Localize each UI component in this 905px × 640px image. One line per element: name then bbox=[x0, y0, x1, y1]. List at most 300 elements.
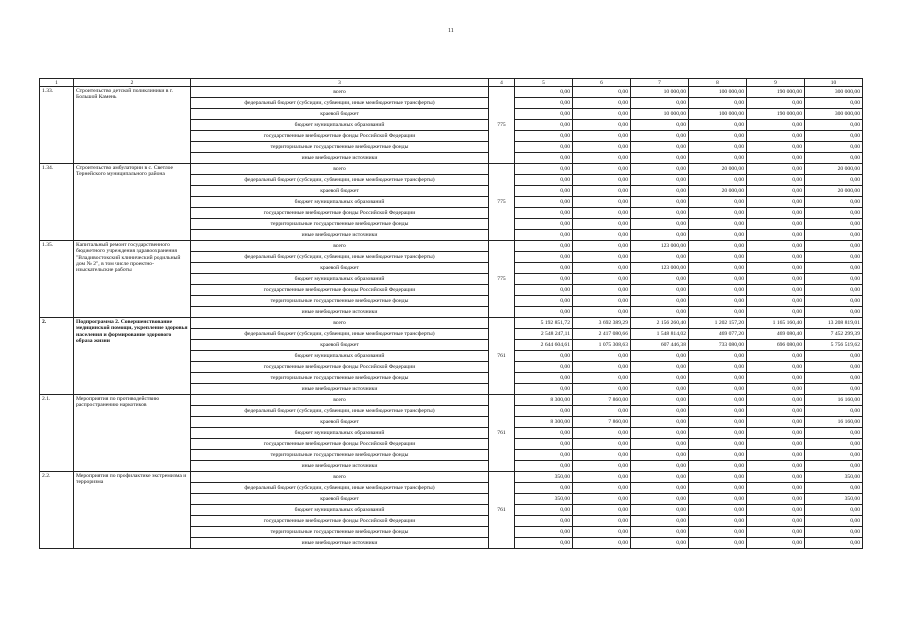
measure-name: Мероприятия по противодействию распространению наркотиков bbox=[74, 395, 191, 472]
amount-cell: 0,00 bbox=[515, 307, 573, 318]
amount-cell: 0,00 bbox=[689, 362, 747, 373]
amount-cell: 0,00 bbox=[689, 263, 747, 274]
amount-cell: 0,00 bbox=[747, 241, 805, 252]
amount-cell: 5 192 851,72 bbox=[515, 318, 573, 329]
amount-cell: 0,00 bbox=[515, 142, 573, 153]
amount-cell: 0,00 bbox=[515, 98, 573, 109]
funding-source: федеральный бюджет (субсидии, субвенции, иные межбюджетные трансферты) bbox=[191, 175, 489, 186]
amount-cell: 0,00 bbox=[515, 120, 573, 131]
amount-cell: 0,00 bbox=[805, 461, 863, 472]
amount-cell: 0,00 bbox=[631, 98, 689, 109]
amount-cell: 0,00 bbox=[573, 230, 631, 241]
amount-cell: 0,00 bbox=[805, 450, 863, 461]
amount-cell: 0,00 bbox=[689, 494, 747, 505]
row-number: 2.1. bbox=[40, 395, 74, 472]
amount-cell: 0,00 bbox=[689, 351, 747, 362]
amount-cell: 0,00 bbox=[631, 296, 689, 307]
col-header: 3 bbox=[191, 79, 489, 87]
amount-cell: 469 080,40 bbox=[747, 329, 805, 340]
table-row bbox=[40, 164, 863, 175]
amount-cell: 0,00 bbox=[747, 450, 805, 461]
amount-cell: 0,00 bbox=[515, 406, 573, 417]
col-header: 2 bbox=[74, 79, 191, 87]
funding-source: всего bbox=[191, 318, 489, 329]
col-header: 1 bbox=[40, 79, 74, 87]
funding-source: государственные внебюджетные фонды Российской Федерации bbox=[191, 516, 489, 527]
col-header: 4 bbox=[489, 79, 515, 87]
funding-source: государственные внебюджетные фонды Российской Федерации bbox=[191, 131, 489, 142]
amount-cell: 0,00 bbox=[747, 131, 805, 142]
amount-cell: 0,00 bbox=[805, 527, 863, 538]
amount-cell: 0,00 bbox=[747, 395, 805, 406]
amount-cell: 0,00 bbox=[805, 131, 863, 142]
amount-cell: 0,00 bbox=[573, 109, 631, 120]
page-number: 11 bbox=[448, 28, 454, 34]
amount-cell: 0,00 bbox=[631, 384, 689, 395]
amount-cell: 350,00 bbox=[515, 472, 573, 483]
funding-source: федеральный бюджет (субсидии, субвенции, иные межбюджетные трансферты) bbox=[191, 406, 489, 417]
column-header-row bbox=[40, 79, 863, 87]
amount-cell: 0,00 bbox=[689, 483, 747, 494]
col-header: 10 bbox=[805, 79, 863, 87]
amount-cell: 2 417 080,66 bbox=[573, 329, 631, 340]
amount-cell: 0,00 bbox=[747, 208, 805, 219]
measure-name: Строительство амбулатории в с. Светлое Тернейского муниципального района bbox=[74, 164, 191, 241]
amount-cell: 0,00 bbox=[689, 120, 747, 131]
funding-source: территориальные государственные внебюджетные фонды bbox=[191, 296, 489, 307]
amount-cell: 0,00 bbox=[631, 494, 689, 505]
amount-cell: 0,00 bbox=[631, 208, 689, 219]
amount-cell: 0,00 bbox=[573, 351, 631, 362]
amount-cell: 7 452 299,39 bbox=[805, 329, 863, 340]
amount-cell: 0,00 bbox=[689, 516, 747, 527]
amount-cell: 0,00 bbox=[747, 142, 805, 153]
amount-cell: 0,00 bbox=[631, 538, 689, 549]
amount-cell: 0,00 bbox=[631, 164, 689, 175]
amount-cell: 607 446,38 bbox=[631, 340, 689, 351]
amount-cell: 0,00 bbox=[515, 428, 573, 439]
amount-cell: 0,00 bbox=[515, 219, 573, 230]
amount-cell: 0,00 bbox=[747, 406, 805, 417]
amount-cell: 0,00 bbox=[573, 142, 631, 153]
col-header: 9 bbox=[747, 79, 805, 87]
amount-cell: 0,00 bbox=[515, 263, 573, 274]
amount-cell: 469 077,20 bbox=[689, 329, 747, 340]
funding-source: иные внебюджетные источники bbox=[191, 153, 489, 164]
amount-cell: 0,00 bbox=[689, 131, 747, 142]
amount-cell: 0,00 bbox=[689, 98, 747, 109]
funding-source: иные внебюджетные источники bbox=[191, 307, 489, 318]
amount-cell: 0,00 bbox=[805, 362, 863, 373]
funding-source: иные внебюджетные источники bbox=[191, 384, 489, 395]
amount-cell: 0,00 bbox=[573, 252, 631, 263]
amount-cell: 1 075 308,63 bbox=[573, 340, 631, 351]
amount-cell: 0,00 bbox=[631, 120, 689, 131]
amount-cell: 0,00 bbox=[573, 274, 631, 285]
funding-source: краевой бюджет bbox=[191, 340, 489, 351]
amount-cell: 0,00 bbox=[631, 505, 689, 516]
amount-cell: 0,00 bbox=[747, 274, 805, 285]
budget-code: 761 bbox=[489, 318, 515, 395]
amount-cell: 0,00 bbox=[573, 472, 631, 483]
amount-cell: 0,00 bbox=[689, 142, 747, 153]
amount-cell: 0,00 bbox=[689, 241, 747, 252]
amount-cell: 0,00 bbox=[689, 296, 747, 307]
amount-cell: 0,00 bbox=[689, 197, 747, 208]
amount-cell: 10 000,00 bbox=[631, 109, 689, 120]
amount-cell: 0,00 bbox=[631, 516, 689, 527]
budget-code: 775 bbox=[489, 87, 515, 164]
amount-cell: 0,00 bbox=[805, 175, 863, 186]
amount-cell: 0,00 bbox=[747, 164, 805, 175]
amount-cell: 0,00 bbox=[805, 263, 863, 274]
amount-cell: 1 165 160,40 bbox=[747, 318, 805, 329]
row-number: 1.35. bbox=[40, 241, 74, 318]
amount-cell: 1 202 157,20 bbox=[689, 318, 747, 329]
table-row bbox=[40, 472, 863, 483]
amount-cell: 16 160,00 bbox=[805, 417, 863, 428]
funding-source: федеральный бюджет (субсидии, субвенции, иные межбюджетные трансферты) bbox=[191, 252, 489, 263]
amount-cell: 0,00 bbox=[573, 461, 631, 472]
col-header: 8 bbox=[689, 79, 747, 87]
amount-cell: 0,00 bbox=[805, 120, 863, 131]
amount-cell: 0,00 bbox=[747, 263, 805, 274]
amount-cell: 0,00 bbox=[689, 373, 747, 384]
amount-cell: 0,00 bbox=[515, 131, 573, 142]
funding-source: федеральный бюджет (субсидии, субвенции, иные межбюджетные трансферты) bbox=[191, 483, 489, 494]
amount-cell: 123 000,00 bbox=[631, 241, 689, 252]
amount-cell: 0,00 bbox=[747, 153, 805, 164]
amount-cell: 0,00 bbox=[805, 153, 863, 164]
funding-source: территориальные государственные внебюджетные фонды bbox=[191, 219, 489, 230]
funding-source: всего bbox=[191, 472, 489, 483]
amount-cell: 0,00 bbox=[689, 252, 747, 263]
amount-cell: 0,00 bbox=[805, 219, 863, 230]
amount-cell: 0,00 bbox=[631, 197, 689, 208]
amount-cell: 0,00 bbox=[573, 186, 631, 197]
amount-cell: 0,00 bbox=[515, 461, 573, 472]
amount-cell: 0,00 bbox=[747, 219, 805, 230]
amount-cell: 8 300,00 bbox=[515, 417, 573, 428]
amount-cell: 0,00 bbox=[805, 428, 863, 439]
amount-cell: 0,00 bbox=[631, 450, 689, 461]
amount-cell: 0,00 bbox=[805, 384, 863, 395]
amount-cell: 0,00 bbox=[515, 252, 573, 263]
amount-cell: 0,00 bbox=[573, 87, 631, 98]
amount-cell: 8 300,00 bbox=[515, 395, 573, 406]
amount-cell: 0,00 bbox=[747, 197, 805, 208]
amount-cell: 0,00 bbox=[747, 120, 805, 131]
amount-cell: 0,00 bbox=[747, 186, 805, 197]
amount-cell: 0,00 bbox=[631, 285, 689, 296]
table-row bbox=[40, 241, 863, 252]
budget-code: 761 bbox=[489, 395, 515, 472]
amount-cell: 0,00 bbox=[515, 87, 573, 98]
amount-cell: 2 548 247,11 bbox=[515, 329, 573, 340]
amount-cell: 0,00 bbox=[689, 208, 747, 219]
amount-cell: 0,00 bbox=[515, 175, 573, 186]
funding-source: государственные внебюджетные фонды Российской Федерации bbox=[191, 362, 489, 373]
amount-cell: 0,00 bbox=[689, 230, 747, 241]
amount-cell: 0,00 bbox=[573, 120, 631, 131]
budget-code: 775 bbox=[489, 241, 515, 318]
amount-cell: 0,00 bbox=[515, 527, 573, 538]
amount-cell: 0,00 bbox=[689, 406, 747, 417]
amount-cell: 0,00 bbox=[573, 307, 631, 318]
amount-cell: 0,00 bbox=[631, 142, 689, 153]
amount-cell: 0,00 bbox=[689, 428, 747, 439]
amount-cell: 0,00 bbox=[631, 483, 689, 494]
amount-cell: 0,00 bbox=[747, 461, 805, 472]
amount-cell: 0,00 bbox=[573, 527, 631, 538]
amount-cell: 0,00 bbox=[631, 274, 689, 285]
amount-cell: 0,00 bbox=[631, 461, 689, 472]
amount-cell: 0,00 bbox=[515, 164, 573, 175]
funding-source: бюджет муниципальных образований bbox=[191, 120, 489, 131]
amount-cell: 0,00 bbox=[689, 461, 747, 472]
amount-cell: 0,00 bbox=[805, 373, 863, 384]
funding-source: краевой бюджет bbox=[191, 109, 489, 120]
amount-cell: 0,00 bbox=[747, 307, 805, 318]
amount-cell: 0,00 bbox=[515, 351, 573, 362]
amount-cell: 0,00 bbox=[515, 505, 573, 516]
amount-cell: 0,00 bbox=[515, 483, 573, 494]
row-number: 2.2. bbox=[40, 472, 74, 549]
amount-cell: 20 000,00 bbox=[689, 164, 747, 175]
funding-source: иные внебюджетные источники bbox=[191, 230, 489, 241]
amount-cell: 0,00 bbox=[573, 384, 631, 395]
amount-cell: 0,00 bbox=[573, 131, 631, 142]
amount-cell: 0,00 bbox=[689, 505, 747, 516]
funding-source: территориальные государственные внебюджетные фонды bbox=[191, 142, 489, 153]
amount-cell: 20 000,00 bbox=[805, 186, 863, 197]
row-number: 1.33. bbox=[40, 87, 74, 164]
amount-cell: 7 860,00 bbox=[573, 417, 631, 428]
amount-cell: 0,00 bbox=[689, 395, 747, 406]
amount-cell: 0,00 bbox=[805, 516, 863, 527]
amount-cell: 0,00 bbox=[747, 351, 805, 362]
amount-cell: 0,00 bbox=[747, 296, 805, 307]
amount-cell: 0,00 bbox=[805, 142, 863, 153]
amount-cell: 0,00 bbox=[515, 296, 573, 307]
amount-cell: 0,00 bbox=[805, 241, 863, 252]
measure-name: Строительство детской поликлиники в г. Большой Камень bbox=[74, 87, 191, 164]
amount-cell: 0,00 bbox=[515, 384, 573, 395]
amount-cell: 0,00 bbox=[689, 285, 747, 296]
amount-cell: 0,00 bbox=[747, 417, 805, 428]
funding-source: территориальные государственные внебюджетные фонды bbox=[191, 373, 489, 384]
amount-cell: 0,00 bbox=[631, 527, 689, 538]
measure-name: Капитальный ремонт государственного бюджетного учреждения здравоохранения "Владивостокский клинический родильный дом № 2", в том числе проектно-изыскательские работы bbox=[74, 241, 191, 318]
amount-cell: 0,00 bbox=[747, 285, 805, 296]
amount-cell: 0,00 bbox=[747, 527, 805, 538]
amount-cell: 1 548 814,02 bbox=[631, 329, 689, 340]
amount-cell: 0,00 bbox=[631, 230, 689, 241]
amount-cell: 0,00 bbox=[805, 98, 863, 109]
amount-cell: 0,00 bbox=[805, 197, 863, 208]
amount-cell: 0,00 bbox=[747, 230, 805, 241]
amount-cell: 0,00 bbox=[689, 384, 747, 395]
funding-source: бюджет муниципальных образований bbox=[191, 351, 489, 362]
amount-cell: 0,00 bbox=[631, 439, 689, 450]
amount-cell: 0,00 bbox=[573, 153, 631, 164]
amount-cell: 0,00 bbox=[631, 307, 689, 318]
amount-cell: 0,00 bbox=[805, 483, 863, 494]
funding-source: всего bbox=[191, 87, 489, 98]
amount-cell: 0,00 bbox=[515, 274, 573, 285]
amount-cell: 696 080,00 bbox=[747, 340, 805, 351]
col-header: 7 bbox=[631, 79, 689, 87]
amount-cell: 0,00 bbox=[747, 98, 805, 109]
amount-cell: 0,00 bbox=[515, 153, 573, 164]
amount-cell: 0,00 bbox=[631, 406, 689, 417]
amount-cell: 0,00 bbox=[573, 362, 631, 373]
amount-cell: 123 000,00 bbox=[631, 263, 689, 274]
amount-cell: 0,00 bbox=[747, 428, 805, 439]
amount-cell: 0,00 bbox=[573, 241, 631, 252]
funding-source: государственные внебюджетные фонды Российской Федерации bbox=[191, 439, 489, 450]
amount-cell: 0,00 bbox=[805, 208, 863, 219]
amount-cell: 0,00 bbox=[573, 428, 631, 439]
amount-cell: 100 000,00 bbox=[689, 87, 747, 98]
amount-cell: 0,00 bbox=[515, 230, 573, 241]
col-header: 6 bbox=[573, 79, 631, 87]
measure-name: Мероприятия по профилактике экстремизма и терроризма bbox=[74, 472, 191, 549]
amount-cell: 0,00 bbox=[515, 538, 573, 549]
funding-source: государственные внебюджетные фонды Российской Федерации bbox=[191, 285, 489, 296]
amount-cell: 0,00 bbox=[515, 285, 573, 296]
amount-cell: 0,00 bbox=[515, 186, 573, 197]
amount-cell: 0,00 bbox=[747, 483, 805, 494]
amount-cell: 0,00 bbox=[573, 373, 631, 384]
amount-cell: 0,00 bbox=[573, 483, 631, 494]
amount-cell: 350,00 bbox=[805, 472, 863, 483]
amount-cell: 0,00 bbox=[573, 219, 631, 230]
amount-cell: 0,00 bbox=[573, 494, 631, 505]
funding-source: территориальные государственные внебюджетные фонды bbox=[191, 450, 489, 461]
amount-cell: 0,00 bbox=[747, 384, 805, 395]
funding-source: иные внебюджетные источники bbox=[191, 461, 489, 472]
amount-cell: 20 000,00 bbox=[805, 164, 863, 175]
amount-cell: 0,00 bbox=[747, 505, 805, 516]
amount-cell: 0,00 bbox=[573, 208, 631, 219]
amount-cell: 733 080,00 bbox=[689, 340, 747, 351]
table-row bbox=[40, 318, 863, 329]
funding-source: федеральный бюджет (субсидии, субвенции, иные межбюджетные трансферты) bbox=[191, 98, 489, 109]
amount-cell: 0,00 bbox=[805, 252, 863, 263]
amount-cell: 0,00 bbox=[631, 351, 689, 362]
amount-cell: 0,00 bbox=[573, 439, 631, 450]
amount-cell: 0,00 bbox=[689, 538, 747, 549]
amount-cell: 0,00 bbox=[573, 505, 631, 516]
table-row bbox=[40, 87, 863, 98]
amount-cell: 0,00 bbox=[631, 252, 689, 263]
amount-cell: 7 860,00 bbox=[573, 395, 631, 406]
funding-source: краевой бюджет bbox=[191, 186, 489, 197]
amount-cell: 5 756 519,62 bbox=[805, 340, 863, 351]
amount-cell: 0,00 bbox=[573, 516, 631, 527]
amount-cell: 0,00 bbox=[631, 219, 689, 230]
amount-cell: 0,00 bbox=[631, 395, 689, 406]
amount-cell: 0,00 bbox=[631, 362, 689, 373]
amount-cell: 0,00 bbox=[747, 373, 805, 384]
funding-source: всего bbox=[191, 164, 489, 175]
amount-cell: 0,00 bbox=[631, 417, 689, 428]
amount-cell: 0,00 bbox=[515, 450, 573, 461]
funding-source: государственные внебюджетные фонды Российской Федерации bbox=[191, 208, 489, 219]
amount-cell: 300 000,00 bbox=[805, 87, 863, 98]
amount-cell: 0,00 bbox=[515, 109, 573, 120]
amount-cell: 0,00 bbox=[689, 527, 747, 538]
amount-cell: 100 000,00 bbox=[689, 109, 747, 120]
funding-source: бюджет муниципальных образований bbox=[191, 197, 489, 208]
amount-cell: 20 000,00 bbox=[689, 186, 747, 197]
amount-cell: 0,00 bbox=[747, 516, 805, 527]
amount-cell: 0,00 bbox=[689, 175, 747, 186]
measure-name: Подпрограмма 2. Совершенствование медицинской помощи, укрепление здоровья населения и формирование здорового образа жизни bbox=[74, 318, 191, 395]
amount-cell: 190 000,00 bbox=[747, 109, 805, 120]
amount-cell: 0,00 bbox=[631, 131, 689, 142]
funding-source: иные внебюджетные источники bbox=[191, 538, 489, 549]
amount-cell: 0,00 bbox=[515, 241, 573, 252]
funding-source: территориальные государственные внебюджетные фонды bbox=[191, 527, 489, 538]
amount-cell: 0,00 bbox=[805, 351, 863, 362]
funding-source: бюджет муниципальных образований bbox=[191, 505, 489, 516]
amount-cell: 0,00 bbox=[747, 252, 805, 263]
amount-cell: 0,00 bbox=[747, 472, 805, 483]
amount-cell: 0,00 bbox=[573, 285, 631, 296]
amount-cell: 0,00 bbox=[631, 373, 689, 384]
amount-cell: 0,00 bbox=[515, 208, 573, 219]
amount-cell: 0,00 bbox=[805, 439, 863, 450]
amount-cell: 0,00 bbox=[747, 494, 805, 505]
amount-cell: 13 208 819,01 bbox=[805, 318, 863, 329]
amount-cell: 0,00 bbox=[573, 538, 631, 549]
amount-cell: 0,00 bbox=[631, 175, 689, 186]
amount-cell: 0,00 bbox=[747, 538, 805, 549]
amount-cell: 0,00 bbox=[515, 197, 573, 208]
funding-source: федеральный бюджет (субсидии, субвенции, иные межбюджетные трансферты) bbox=[191, 329, 489, 340]
amount-cell: 0,00 bbox=[805, 296, 863, 307]
amount-cell: 190 000,00 bbox=[747, 87, 805, 98]
funding-source: краевой бюджет bbox=[191, 494, 489, 505]
amount-cell: 0,00 bbox=[689, 450, 747, 461]
amount-cell: 0,00 bbox=[573, 450, 631, 461]
amount-cell: 0,00 bbox=[573, 296, 631, 307]
amount-cell: 0,00 bbox=[805, 307, 863, 318]
funding-source: бюджет муниципальных образований bbox=[191, 428, 489, 439]
amount-cell: 0,00 bbox=[573, 197, 631, 208]
amount-cell: 0,00 bbox=[689, 153, 747, 164]
amount-cell: 0,00 bbox=[515, 516, 573, 527]
amount-cell: 350,00 bbox=[805, 494, 863, 505]
amount-cell: 300 000,00 bbox=[805, 109, 863, 120]
amount-cell: 0,00 bbox=[573, 263, 631, 274]
amount-cell: 0,00 bbox=[573, 98, 631, 109]
budget-table bbox=[39, 78, 863, 549]
amount-cell: 0,00 bbox=[747, 175, 805, 186]
amount-cell: 0,00 bbox=[573, 164, 631, 175]
amount-cell: 0,00 bbox=[805, 285, 863, 296]
amount-cell: 10 000,00 bbox=[631, 87, 689, 98]
amount-cell: 3 692 389,29 bbox=[573, 318, 631, 329]
amount-cell: 0,00 bbox=[747, 362, 805, 373]
amount-cell: 0,00 bbox=[631, 186, 689, 197]
amount-cell: 2 156 260,40 bbox=[631, 318, 689, 329]
funding-source: краевой бюджет bbox=[191, 417, 489, 428]
budget-code: 761 bbox=[489, 472, 515, 549]
row-number: 1.34. bbox=[40, 164, 74, 241]
